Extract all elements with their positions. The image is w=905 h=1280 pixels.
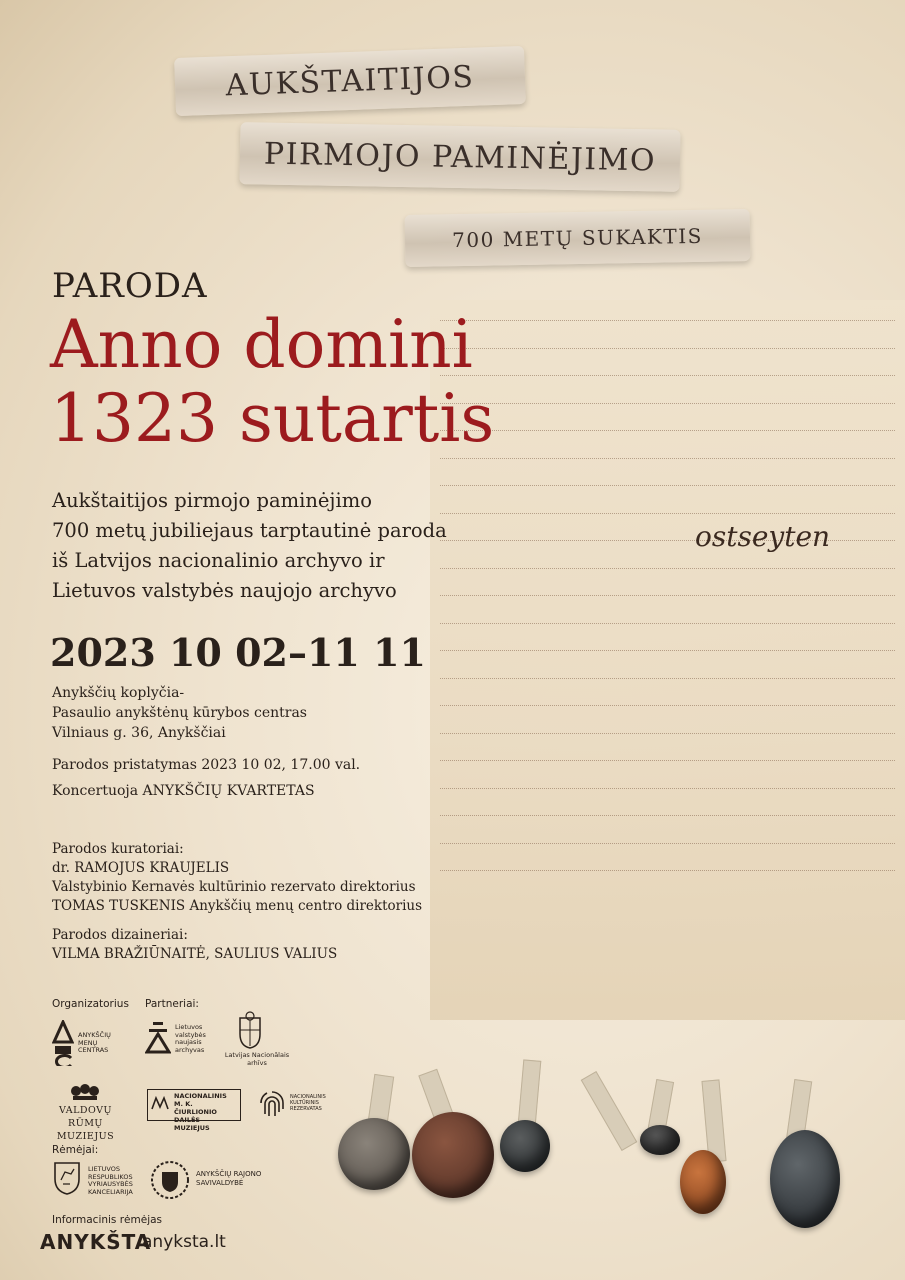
seal-4 xyxy=(640,1125,680,1155)
curator-line: dr. RAMOJUS KRAUJELIS xyxy=(52,860,230,876)
banner-line-1: AUKŠTAITIJOS xyxy=(225,59,475,103)
anyksta-logo: ANYKŠTA xyxy=(40,1230,152,1254)
lvna-logo-icon xyxy=(145,1020,171,1054)
lrvk-logo-text: LIETUVOS RESPUBLIKOS VYRIAUSYBĖS KANCELIARIJA xyxy=(88,1165,133,1196)
title-line-1: Anno domini xyxy=(50,306,473,383)
seal-1 xyxy=(338,1118,410,1190)
vytis-shield-icon xyxy=(52,1160,82,1196)
description xyxy=(52,486,472,606)
seal-6 xyxy=(770,1130,840,1228)
banner-ribbon-3 xyxy=(405,209,751,267)
ciurlionis-mark-icon xyxy=(151,1095,169,1111)
crown-icon xyxy=(70,1084,100,1102)
organizer-heading: Organizatorius xyxy=(52,998,129,1010)
banner-line-2: PIRMOJO PAMINĖJIMO xyxy=(263,136,657,178)
anyksciai-coat-of-arms-icon xyxy=(150,1160,190,1200)
lna-logo-text: Latvijas Nacionālais arhīvs xyxy=(224,1051,290,1067)
designers-heading: Parodos dizaineriai: xyxy=(52,927,188,943)
kernave-logo-text: NACIONALINIS KULTŪRINIS REZERVATAS xyxy=(290,1094,326,1112)
description-line: Lietuvos valstybės naujojo archyvo xyxy=(52,579,397,602)
title-line-2: 1323 sutartis xyxy=(50,380,495,457)
concert-line: Koncertuoja ANYKŠČIŲ KVARTETAS xyxy=(52,783,315,799)
amc-logo-icon xyxy=(52,1020,74,1066)
curators-heading: Parodos kuratoriai: xyxy=(52,841,184,857)
partners-heading: Partneriai: xyxy=(145,998,199,1010)
valdovu-logo-text: VALDOVŲ RŪMŲ MUZIEJUS xyxy=(56,1105,115,1142)
venue-line: Vilniaus g. 36, Anykščiai xyxy=(52,725,226,741)
handwritten-script xyxy=(440,318,895,896)
credits xyxy=(52,840,422,964)
info-sponsor-heading: Informacinis rėmėjas xyxy=(52,1214,163,1226)
document-highlight-word: ostseyten xyxy=(695,520,831,553)
amc-logo-text: ANYKŠČIŲ MENŲ CENTRAS xyxy=(78,1031,111,1054)
savivaldybe-logo-text: ANYKŠČIŲ RAJONO SAVIVALDYBĖ xyxy=(196,1170,262,1187)
description-line: 700 metų jubiliejaus tarptautinė paroda xyxy=(52,519,447,542)
ciurlionis-logo xyxy=(147,1089,241,1132)
seal-3 xyxy=(500,1120,550,1172)
exhibition-dates: 2023 10 02–11 11 xyxy=(50,630,426,675)
presentation-line: Parodos pristatymas 2023 10 02, 17.00 val. xyxy=(52,757,361,773)
latvia-coat-of-arms-icon xyxy=(232,1010,268,1050)
lvna-logo-text: Lietuvos valstybės naujasis archyvas xyxy=(175,1023,206,1054)
seal-2 xyxy=(412,1112,494,1198)
sponsors-heading: Rėmėjai: xyxy=(52,1144,99,1156)
banner-line-3: 700 METŲ SUKAKTIS xyxy=(451,223,704,253)
designers-names: VILMA BRAŽIŪNAITĖ, SAULIUS VALIUS xyxy=(52,946,338,962)
ciurlionis-text: NACIONALINIS M. K. ČIURLIONIO DAILĖS MUZIEJUS xyxy=(174,1092,227,1132)
curator-line: TOMAS TUSKENIS Anykščių menų centro direktorius xyxy=(52,898,423,914)
description-line: Aukštaitijos pirmojo paminėjimo xyxy=(52,489,372,512)
banner-ribbon-1 xyxy=(174,46,526,116)
seal-5 xyxy=(680,1150,726,1214)
presentation-info xyxy=(52,752,360,804)
description-line: iš Latvijos nacionalinio archyvo ir xyxy=(52,549,385,572)
banner-ribbon-2 xyxy=(239,122,680,192)
page-title xyxy=(50,308,494,456)
anyksta-url: anyksta.lt xyxy=(142,1232,226,1252)
curator-line: Valstybinio Kernavės kultūrinio rezervato direktorius xyxy=(52,879,416,895)
venue-line: Pasaulio anykštėnų kūrybos centras xyxy=(52,705,307,721)
venue xyxy=(52,683,307,743)
fingerprint-icon xyxy=(257,1088,287,1120)
kicker: PARODA xyxy=(52,266,208,306)
venue-line: Anykščių koplyčia- xyxy=(52,685,185,701)
